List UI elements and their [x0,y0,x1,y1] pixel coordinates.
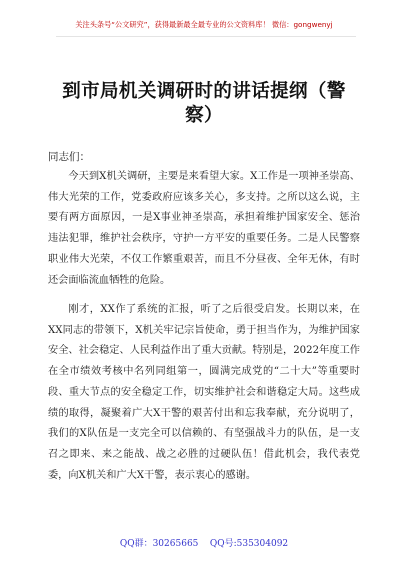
paragraph-2: 刚才，XX作了系统的汇报，听了之后很受启发。长期以来，在XX同志的带领下，X机关牢记宗旨使命，勇于担当作为，为维护国家安全、社会稳定、人民利益作出了重大贡献。特别是，2022年度工作在全市绩效考核中名列同组第一，圆满完成党的“二十大”等重要时段、重大节点的安全稳定工作，切实维护社会和谐稳定大局。这些成绩的取得，凝聚着广大X干警的艰苦付出和忘我奉献，充分说明了，我们的X队伍是一支完全可以信赖的、有坚强战斗力的队伍，是一支召之即来、来之能战、战之必胜的过硬队伍！借此机会，我代表党委，向X机关和广大X干警，表示衷心的感谢。 [48,304,360,481]
paragraph-1: 今天到X机关调研，主要是来看望大家。X工作是一项神圣崇高、伟大光荣的工作，党委政府应该多关心，多支持。之所以这么说，主要有两方面原因，一是X事业神圣崇高，承担着维护国家安全、惩治违法犯罪，维护社会秩序，守护一方平安的重要任务。二是人民警察职业伟大光荣，不仅工作繁重艰苦，而且不分昼夜、全年无休，有时还会面临流血牺牲的危险。 [48,171,360,286]
top-banner: 关注头条号“公文研究”，获得最新最全最专业的公文资料库！ 微信：gongwenyj [75,20,333,29]
header-divider [56,36,356,37]
footer-contact: QQ群：30265665 QQ号:535304092 [119,539,289,549]
document-title: 到市局机关调研时的讲话提纲（警察） [62,81,346,126]
salutation: 同志们： [48,151,90,163]
